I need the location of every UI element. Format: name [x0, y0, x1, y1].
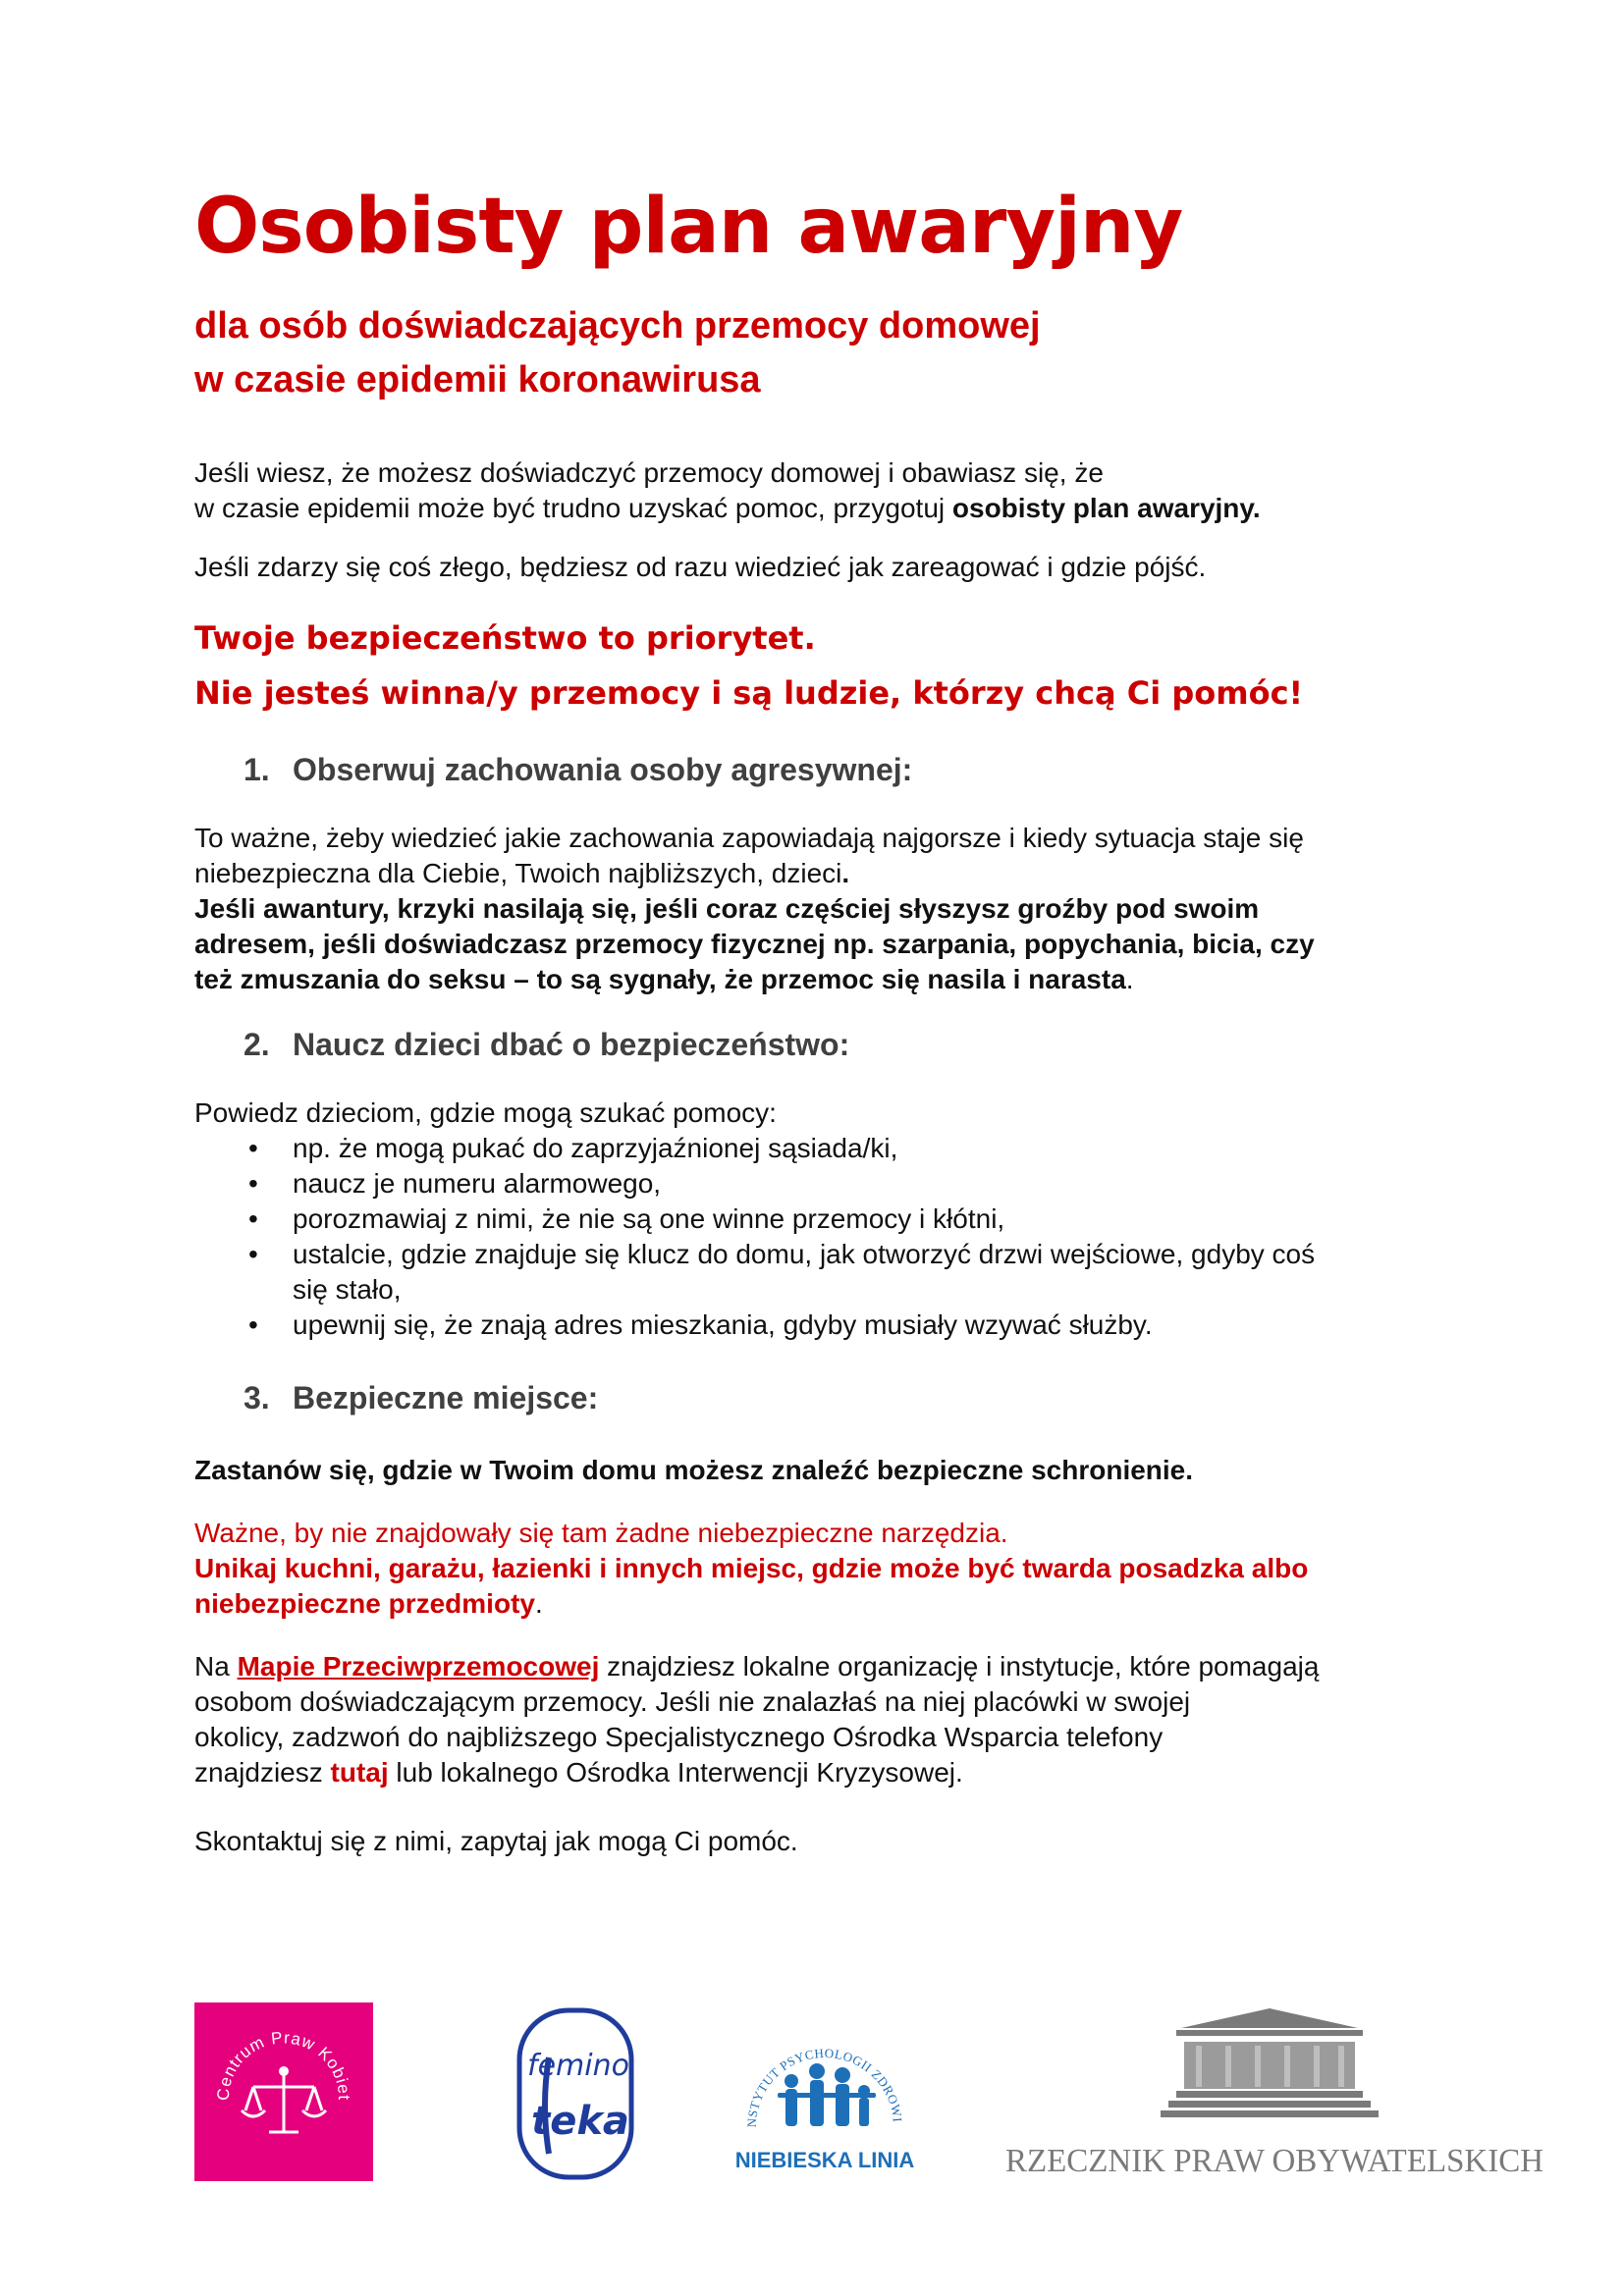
intro-paragraph: [194, 455, 1441, 526]
section-2-lead: Powiedz dzieciom, gdzie mogą szukać pomocy:: [194, 1097, 777, 1128]
section-3-lead: Zastanów się, gdzie w Twoim domu możesz znaleźć bezpieczne schronienie.: [194, 1455, 1194, 1485]
section-1-line-2: [194, 856, 1441, 891]
map-line-2: osobom doświadczającym przemocy. Jeśli nie znalazłaś na niej placówki w swojej: [194, 1686, 1191, 1717]
section-3-warning-line-3-text: niebezpieczne przedmioty: [194, 1588, 535, 1619]
section-1-line-1: To ważne, żeby wiedzieć jakie zachowania zapowiadają najgorsze i kiedy sytuacja staje się: [194, 823, 1304, 853]
subtitle-line-2: w czasie epidemii koronawirusa: [194, 359, 761, 400]
map-line-1: [194, 1649, 1441, 1684]
priority-line-2: Nie jesteś winna/y przemocy i są ludzie, którzy chcą Ci pomóc!: [194, 674, 1304, 712]
intro-paragraph-2: Jeśli zdarzy się coś złego, będziesz od razu wiedzieć jak zareagować i gdzie pójść.: [194, 552, 1207, 582]
list-item: [194, 1237, 1441, 1308]
section-3-map-paragraph: [194, 1649, 1441, 1790]
section-1-warning-line-3-end: .: [1125, 964, 1134, 994]
centrum-praw-kobiet-logo: [194, 2002, 373, 2181]
map-line-3: okolicy, zadzwoń do najbliższego Specjalistycznego Ośrodka Wsparcia telefony: [194, 1722, 1164, 1752]
intro-line-2: [194, 491, 1441, 526]
section-2-number: 2.: [244, 1027, 270, 1062]
section-1-warning-line-3: [194, 962, 1441, 997]
section-1-heading: [244, 752, 912, 788]
section-1-number: 1.: [244, 752, 270, 787]
map-line-4: [194, 1755, 1441, 1790]
section-1-warning-line-3-text: też zmuszania do seksu – to są sygnały, że przemoc się nasila i narasta: [194, 964, 1126, 994]
section-3-heading: [244, 1380, 598, 1416]
rzecznik-praw-obywatelskich-logo: [1000, 2006, 1549, 2183]
section-1-title: Obserwuj zachowania osoby agresywnej:: [293, 752, 913, 787]
list-item-text: ustalcie, gdzie znajduje się klucz do domu, jak otworzyć drzwi wejściowe, gdyby coś: [293, 1239, 1316, 1269]
here-link[interactable]: tutaj: [330, 1757, 389, 1788]
instytut-psychologii-zdrowia-logo: [734, 2010, 915, 2183]
list-item: • upewnij się, że znają adres mieszkania, gdyby musiały wzywać służby.: [194, 1308, 1441, 1343]
ipz-arc-text: NSTYTUT PSYCHOLOGII ZDROWI: [743, 2045, 905, 2128]
cpk-logo-graphic: [194, 2002, 373, 2181]
family-icon: [778, 2063, 876, 2126]
section-3-number: 3.: [244, 1380, 270, 1415]
section-1-warning-line-1: Jeśli awantury, krzyki nasilają się, jeśli coraz częściej słyszysz groźby pod swoim: [194, 893, 1260, 924]
list-item: • naucz je numeru alarmowego,: [194, 1166, 1441, 1201]
section-3-warning: [194, 1516, 1441, 1622]
map-line-4-prefix: znajdziesz: [194, 1757, 331, 1788]
section-1-line-2-text: niebezpieczna dla Ciebie, Twoich najbliższych, dzieci: [194, 858, 842, 888]
section-3-warning-line-3-end: .: [534, 1588, 543, 1619]
priority-line-1: Twoje bezpieczeństwo to priorytet.: [194, 619, 816, 657]
section-3-title: Bezpieczne miejsce:: [293, 1380, 599, 1415]
feminoteka-logo-graphic: [515, 2006, 635, 2181]
subtitle-line-1: dla osób doświadczających przemocy domowej: [194, 305, 1041, 347]
list-item-continuation: się stało,: [293, 1274, 402, 1305]
map-line-4-text: lub lokalnego Ośrodka Interwencji Kryzysowej.: [388, 1757, 963, 1788]
cpk-logo-text: Centrum Praw Kobiet: [213, 2028, 354, 2102]
map-link[interactable]: Mapie Przeciwprzemocowej: [237, 1651, 600, 1682]
section-2-body: [194, 1095, 1441, 1343]
section-2-bullet-list: [194, 1131, 1441, 1343]
section-1-warning-line-2: adresem, jeśli doświadczasz przemocy fizycznej np. szarpania, popychania, bicia, czy: [194, 929, 1315, 959]
section-3-warning-line-1: Ważne, by nie znajdowały się tam żadne niebezpieczne narzędzia.: [194, 1518, 1008, 1548]
section-1-body: [194, 821, 1441, 997]
section-2-heading: [244, 1027, 849, 1063]
intro-emphasis: osobisty plan awaryjny.: [951, 493, 1261, 523]
section-3-warning-line-3: [194, 1586, 1441, 1622]
ipz-logo-graphic: [734, 2010, 915, 2183]
intro-line-2-text: w czasie epidemii może być trudno uzyskać pomoc, przygotuj: [194, 493, 952, 523]
section-2-title: Naucz dzieci dbać o bezpieczeństwo:: [293, 1027, 850, 1062]
map-line-1-prefix: Na: [194, 1651, 238, 1682]
section-1-line-2-dot: .: [841, 858, 850, 888]
feminoteka-logo: [515, 2006, 635, 2181]
priority-block: [194, 611, 1441, 721]
section-3-warning-line-2: Unikaj kuchni, garażu, łazienki i innych miejsc, gdzie może być twarda posadzka albo: [194, 1553, 1309, 1583]
document-title: Osobisty plan awaryjny: [194, 183, 1183, 271]
closing-line: Skontaktuj się z nimi, zapytaj jak mogą Ci pomóc.: [194, 1826, 798, 1856]
rpo-logo-graphic: [1000, 2006, 1549, 2183]
document-subtitle: [194, 299, 1041, 407]
building-icon: [1161, 2008, 1379, 2117]
femino-text-top: femino: [527, 2049, 629, 2083]
list-item: • porozmawiaj z nimi, że nie są one winne przemocy i kłótni,: [194, 1201, 1441, 1237]
ipz-bottom-text: NIEBIESKA LINIA: [734, 2148, 915, 2172]
list-item: • np. że mogą pukać do zaprzyjaźnionej sąsiada/ki,: [194, 1131, 1441, 1166]
intro-line-1: Jeśli wiesz, że możesz doświadczyć przemocy domowej i obawiasz się, że: [194, 457, 1104, 488]
rpo-logo-text: RZECZNIK PRAW OBYWATELSKICH: [1005, 2143, 1543, 2179]
femino-text-bottom: teka: [531, 2099, 629, 2144]
map-line-1-text: znajdziesz lokalne organizację i instytucje, które pomagają: [599, 1651, 1320, 1682]
